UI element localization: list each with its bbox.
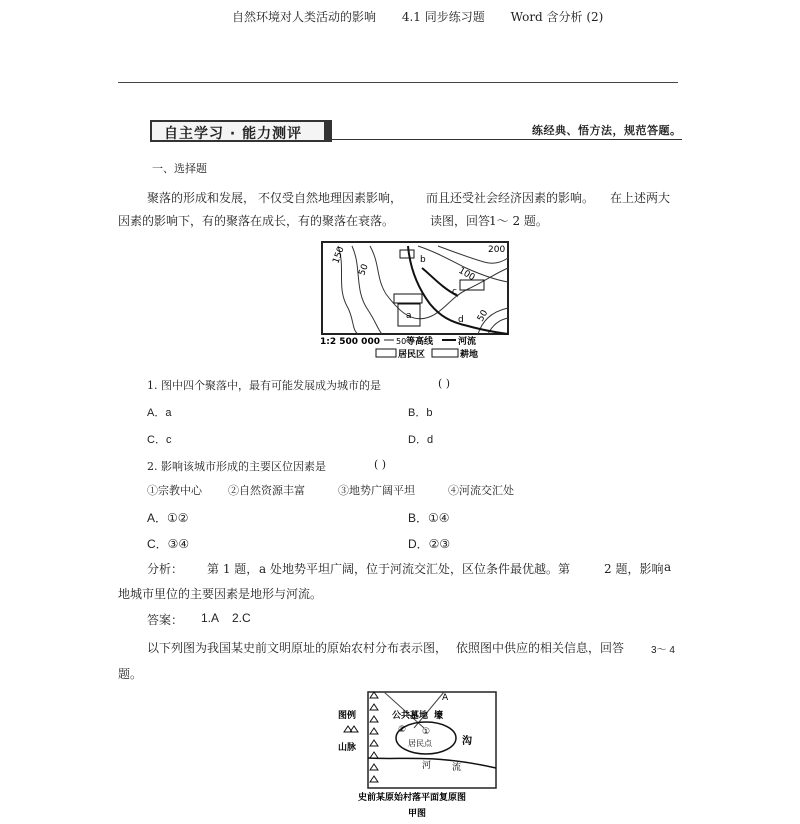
point-label: c (452, 287, 457, 297)
analysis-seg4: a (664, 560, 672, 574)
q1-stem: 1. 图中四个聚落中，最有可能发展成为城市的是 (147, 379, 381, 392)
settlement-map (318, 238, 514, 368)
legend-farmland-label: 耕地 (460, 350, 479, 360)
q2-option-c: C．③④ (147, 537, 190, 551)
point-label: a (406, 311, 412, 321)
legend-farmland-icon (432, 349, 458, 357)
intro-line2b: 读图，回答 (430, 214, 491, 228)
map-caption: 史前某原始村落平面复原图 (358, 793, 467, 803)
q1-option-d: D．d (408, 434, 434, 446)
header-section: 4.1 同步练习题 (401, 10, 485, 24)
intro-seg4: 在上述两大 (610, 191, 671, 205)
contour-label: 50 (475, 308, 491, 324)
q2-item-3: ③地势广阔平坦 (338, 484, 415, 497)
legend-mountain: 山脉 (338, 743, 357, 753)
analysis-line2: 地城市里位的主要因素是地形与河流。 (118, 587, 323, 601)
point-label: d (458, 315, 464, 325)
document-header (232, 8, 625, 25)
q2-option-b: B．①④ (408, 511, 450, 525)
q1-option-a: A．a (147, 407, 172, 419)
intro2-seg2: 依照图中供应的相关信息，回答 (456, 641, 625, 655)
map-subcaption: 甲图 (408, 809, 427, 819)
label-graveyard: 公共墓地 (392, 711, 429, 721)
legend-contour-label: 等高线 (406, 337, 434, 347)
q2-option-a: A．①② (147, 511, 189, 525)
intro2-seg3: 3～ 4 (651, 645, 675, 656)
intro-seg2: 不仅受自然地理因素影响， (258, 191, 403, 205)
point-label: b (420, 255, 426, 265)
intro-line2c: 1～ 2 题。 (489, 214, 548, 228)
analysis-seg2: a 处地势平坦广阔，位于河流交汇处，区位条件最优越。第 (259, 562, 570, 576)
label-gully: 沟 (462, 736, 472, 747)
mountain-legend-icon (344, 726, 358, 732)
label-residential: 居民点 (408, 739, 432, 748)
map-scale: 1:2 500 000 (320, 337, 380, 347)
q1-option-b: B．b (408, 407, 433, 419)
answer-value-2: 2.C (232, 611, 251, 625)
contour-label: 200 (488, 245, 506, 255)
intro-line2a: 因素的影响下，有的聚落在成长，有的聚落在衰落。 (118, 214, 395, 228)
legend-river-label: 河流 (458, 337, 477, 347)
contour-label: 100 (456, 265, 477, 284)
section-title: 自主学习 · 能力测评 (164, 126, 303, 142)
header-rule (118, 82, 678, 83)
label-moat: 壕 (434, 711, 444, 721)
part-heading: 一、选择题 (152, 162, 207, 175)
q2-blank: ( ) (374, 458, 387, 471)
banner-line (326, 139, 682, 140)
q2-option-d: D．②③ (408, 537, 451, 551)
intro-seg1: 聚落的形成和发展， (147, 191, 256, 205)
intro-seg3: 而且还受社会经济因素的影响。 (426, 191, 595, 205)
contour-label: 150 (331, 245, 347, 266)
label-stream: 流 (452, 763, 462, 773)
legend-settlement-label: 居民区 (398, 350, 426, 360)
label-a: A (442, 693, 449, 703)
analysis-label: 分析： (147, 562, 184, 576)
analysis-seg3: 2 题，影响 (604, 562, 664, 576)
legend-settlement-icon (376, 349, 396, 357)
q2-stem: 2. 影响该城市形成的主要区位因素是 (147, 460, 326, 473)
q2-item-2: ②自然资源丰富 (228, 484, 305, 497)
q1-option-c: C．c (147, 434, 172, 446)
answer-value-1: 1.A (201, 611, 220, 625)
village-map (334, 688, 506, 822)
section-banner (150, 120, 326, 142)
analysis-seg1: 第 1 题， (207, 562, 259, 576)
intro2-seg1: 以下列图为我国某史前文明原址的原始农村分布表示图， (147, 641, 448, 655)
intro2-line2: 题。 (118, 667, 143, 681)
label-river: 河 (422, 761, 432, 771)
header-title: 自然环境对人类活动的影响 (232, 10, 377, 24)
banner-slogan: 练经典、悟方法，规范答题。 (532, 124, 682, 137)
label-circle-1: ① (422, 727, 431, 737)
q1-blank: ( ) (438, 377, 451, 390)
q2-item-1: ①宗教中心 (147, 484, 202, 497)
header-suffix: Word 含分析 (2) (510, 10, 604, 24)
q2-item-4: ④河流交汇处 (448, 484, 514, 497)
label-circle-2: ② (398, 725, 407, 735)
answer-label: 答案： (147, 613, 184, 627)
legend-title: 图例 (338, 711, 357, 721)
legend-contour-value: 50 (396, 337, 407, 346)
contour-label: 50 (357, 262, 371, 278)
